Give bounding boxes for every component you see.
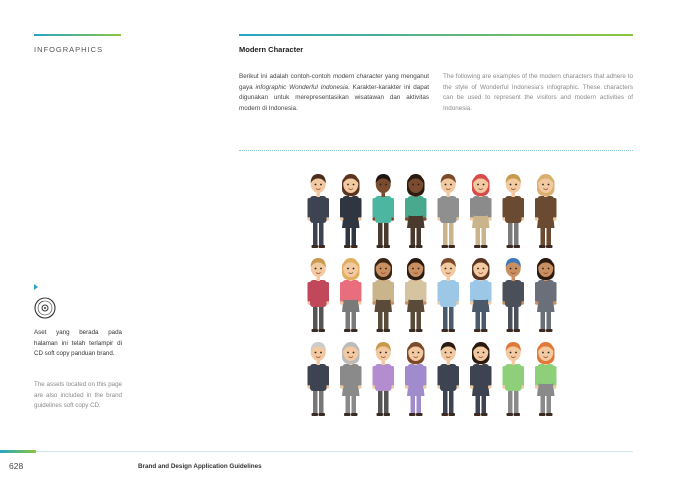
footer-title: Brand and Design Application Guidelines <box>138 463 262 470</box>
footer-rule <box>0 451 633 452</box>
character-figure <box>437 258 459 332</box>
section-label: INFOGRAPHICS <box>34 45 104 54</box>
character-illustration-grid <box>300 168 562 423</box>
footer-accent-bar <box>0 450 36 453</box>
characters-svg <box>300 168 562 423</box>
character-figure <box>535 342 557 416</box>
character-figure <box>535 258 557 332</box>
intro-paragraph-indonesian: Berikut ini adalah contoh-contoh modern character yang menganut gaya infographic Wonderful Indonesia. Karakter-karakter ini dapat digunakan untuk merepresentasikan wisatawan dan aktivitas modern di Indonesia. <box>239 73 430 112</box>
sidebar-note-indonesian: Aset yang berada pada halaman ini telah terlampir di CD soft copy panduan brand. <box>34 329 122 357</box>
character-figure <box>372 342 394 416</box>
character-figure <box>437 342 459 416</box>
header-rule-right <box>239 34 633 36</box>
character-figure <box>535 174 557 248</box>
intro-paragraph-english: The following are examples of the modern characters that adhere to the style of Wonderful Indonesia's infographic. These characters can be used to represent the visitors and modern activities of Indonesia. <box>443 73 633 112</box>
character-figure <box>502 174 524 248</box>
character-figure <box>470 174 492 248</box>
character-figure <box>372 174 394 248</box>
header-rule-left <box>34 34 121 36</box>
character-figure <box>502 258 524 332</box>
character-figure <box>470 258 492 332</box>
character-figure <box>405 174 427 248</box>
cd-disc-icon <box>34 297 56 319</box>
triangle-arrow-icon <box>34 284 38 290</box>
character-figure <box>502 342 524 416</box>
character-figure <box>307 342 329 416</box>
character-figure <box>307 258 329 332</box>
character-figure <box>372 258 394 332</box>
character-figure <box>405 258 427 332</box>
page-number: 628 <box>9 461 24 471</box>
sidebar-note-english: The assets located on this page are also included in the brand guidelines soft copy CD. <box>34 381 122 409</box>
character-figure <box>405 342 427 416</box>
dotted-divider <box>239 150 633 151</box>
character-figure <box>340 342 362 416</box>
character-figure <box>340 174 362 248</box>
character-figure <box>470 342 492 416</box>
page-title: Modern Character <box>239 45 304 54</box>
character-figure <box>340 258 362 332</box>
character-figure <box>307 174 329 248</box>
character-figure <box>437 174 459 248</box>
